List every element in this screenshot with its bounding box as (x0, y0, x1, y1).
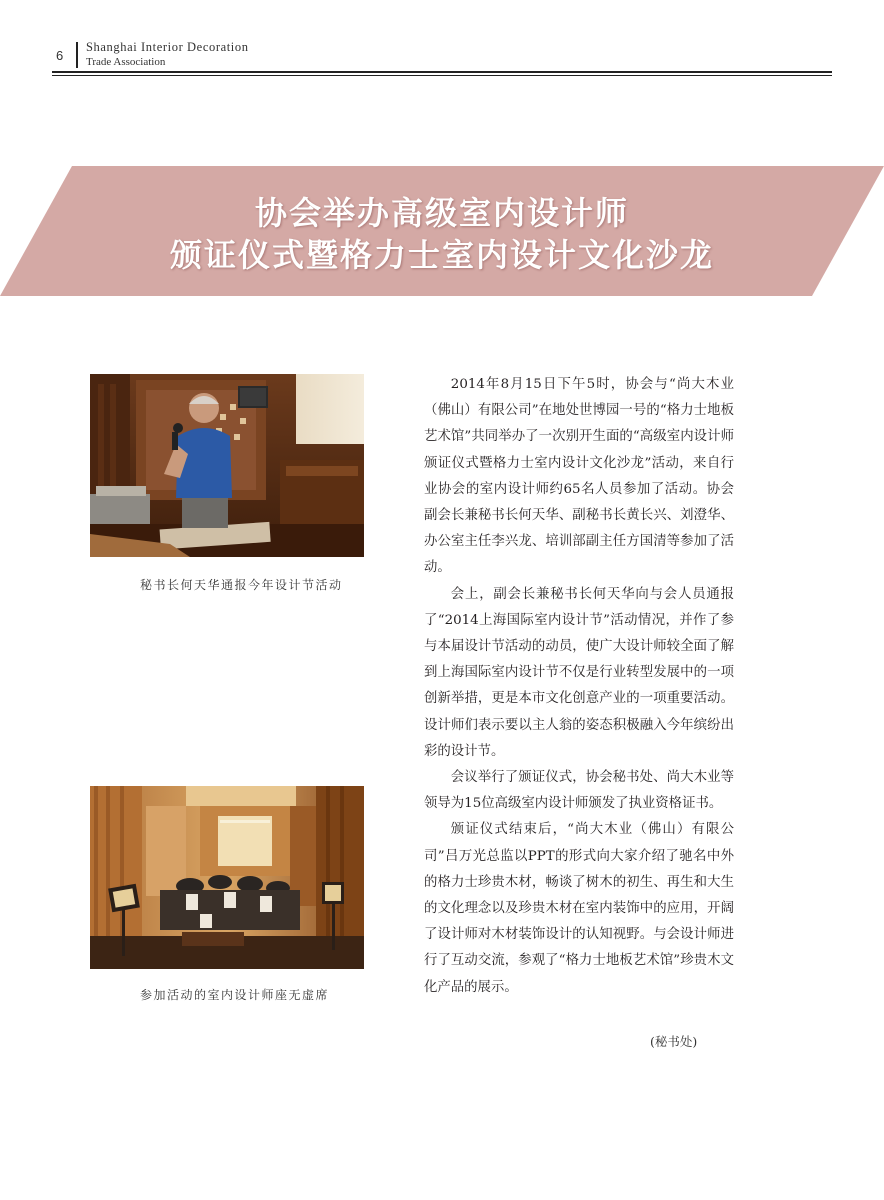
publication-subname: Trade Association (86, 56, 166, 68)
photo-caption: 参加活动的室内设计师座无虚席 (140, 988, 330, 1002)
article-paragraph: 会上，副会长兼秘书长何天华向与会人员通报了“2014上海国际室内设计节”活动情况，并作了参与本届设计节活动的动员，使广大设计师较全面了解到上海国际室内设计节不仅是行业转型发展中的一项创新举措，更是本市文化创意产业的一项重要活动。设计师们表示要以主人翁的姿态积极融入今年缤纷出彩的设计节。 (424, 586, 734, 759)
article-title-line1: 协会举办高级室内设计师 (254, 194, 629, 232)
publication-name: Shanghai Interior Decoration (86, 40, 249, 54)
header-rule-thin (52, 75, 832, 76)
photo-caption: 秘书长何天华通报今年设计节活动 (140, 578, 343, 592)
page-header (52, 40, 832, 80)
article-title-line2: 颁证仪式暨格力士室内设计文化沙龙 (169, 236, 714, 274)
article-paragraph: 会议举行了颁证仪式，协会秘书处、尚大木业等领导为15位高级室内设计师颁发了执业资格证书。 (424, 770, 734, 812)
article-paragraph: 2014年8月15日下午5时，协会与“尚大木业（佛山）有限公司”在地处世博园一号的“格力士地板艺术馆”共同举办了一次别开生面的“高级室内设计师颁证仪式暨格力士室内设计文化沙龙”活动，来自行业协会的室内设计师约65名人员参加了活动。协会副会长兼秘书长何天华、副秘书长黄长兴、刘澄华、办公室主任李兴龙、培训部副主任方国清等参加了活动。 (424, 377, 734, 576)
header-divider (76, 42, 78, 68)
article-body (424, 372, 734, 1001)
photo-audience (90, 786, 364, 969)
page-number: 6 (56, 48, 64, 63)
header-rule-thick (52, 71, 832, 73)
photo-speaker (90, 374, 364, 557)
article-signoff: (秘书处) (650, 1034, 698, 1049)
article-paragraph: 颁证仪式结束后，“尚大木业（佛山）有限公司”吕万光总监以PPT的形式向大家介绍了驰名中外的格力士珍贵木材，畅谈了树木的初生、再生和大生的文化理念以及珍贵木材在室内装饰中的应用，开阔了设计师对木材装饰设计的认知视野。与会设计师进行了互动交流，参观了“格力士地板艺术馆”珍贵木文化产品的展示。 (424, 822, 734, 995)
